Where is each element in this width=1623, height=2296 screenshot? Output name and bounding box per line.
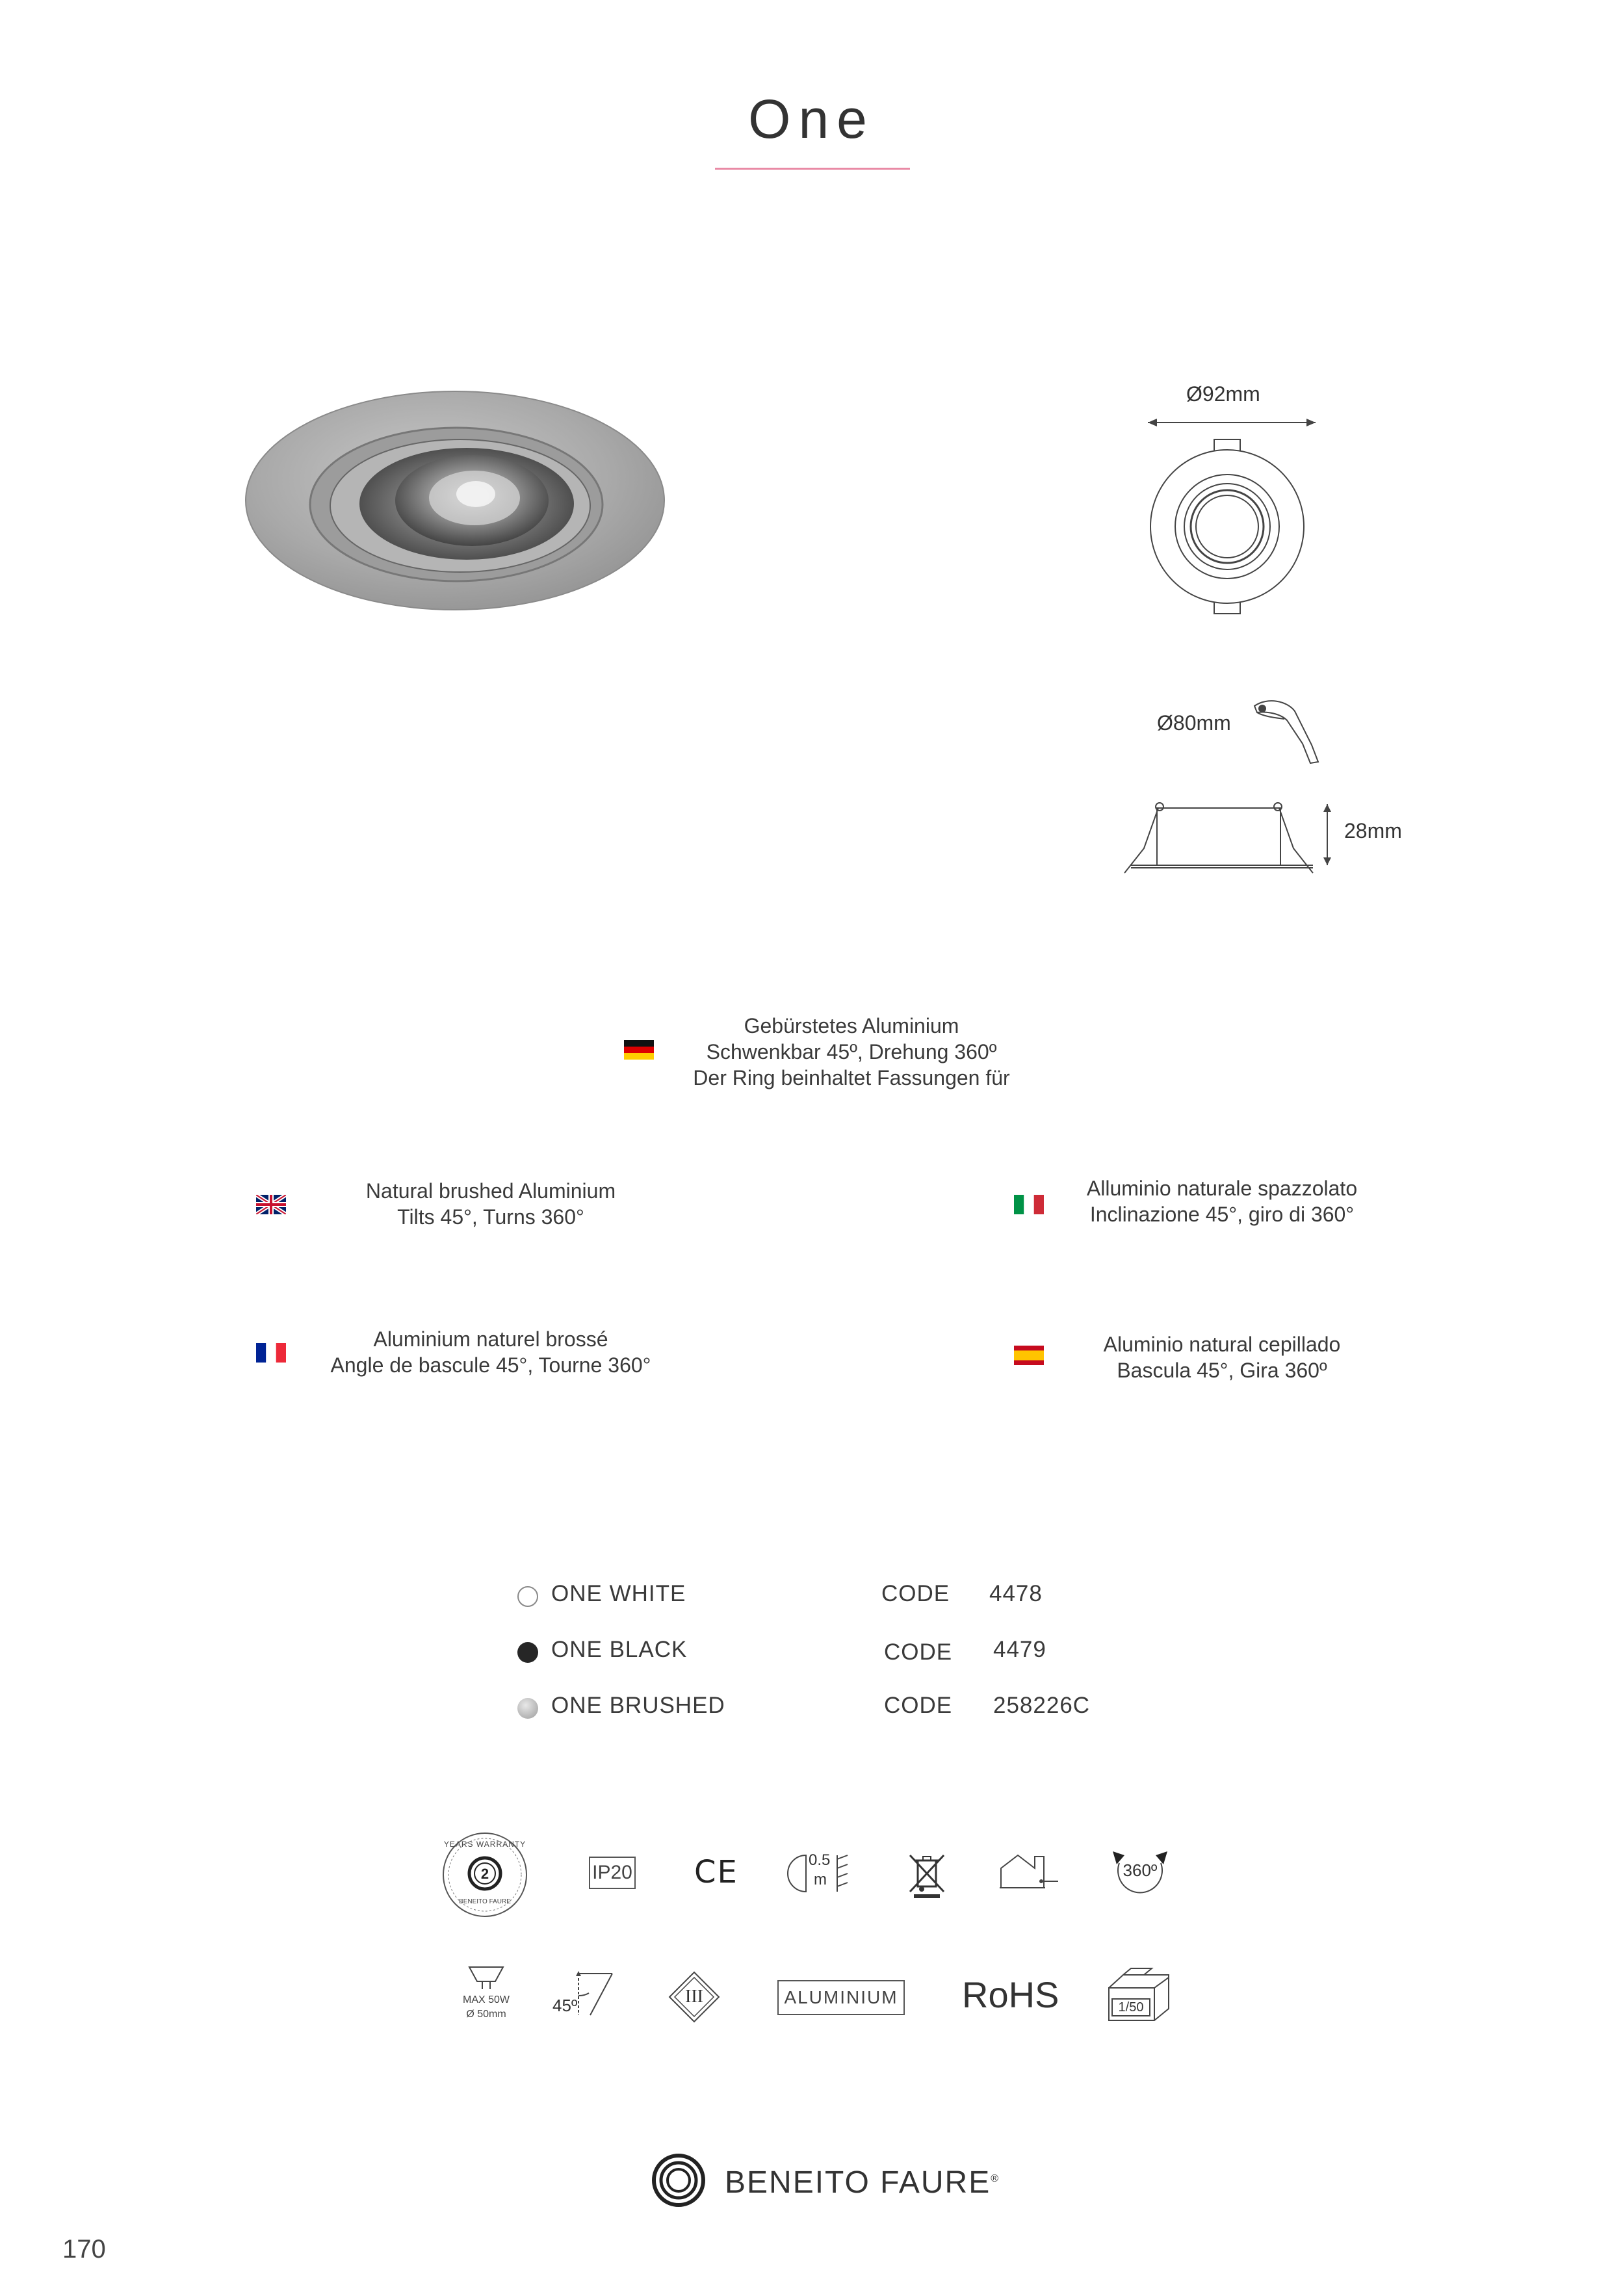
spring-clip-drawing <box>1248 694 1326 766</box>
description-line: Der Ring beinhaltet Fassungen für <box>693 1066 1010 1089</box>
code-value: 258226C <box>993 1693 1091 1718</box>
flag-italy-icon <box>1014 1195 1044 1214</box>
page-number: 170 <box>62 2235 106 2263</box>
min-distance-icon <box>786 1850 851 1896</box>
tilt-value: 45º <box>552 1996 578 2015</box>
code-label: CODE <box>884 1639 953 1665</box>
registered-mark: ® <box>991 2173 1000 2184</box>
package-quantity: 1/50 <box>1111 1998 1150 2016</box>
tilt-angle-icon <box>552 1970 617 2022</box>
flag-uk-icon <box>256 1195 286 1214</box>
description-line: Angle de bascule 45°, Tourne 360° <box>330 1353 651 1377</box>
product-photo <box>240 371 669 631</box>
distance-unit: m <box>814 1871 827 1888</box>
warranty-top-text: YEARS WARRANTY <box>443 1840 526 1849</box>
class-iii-icon <box>667 1970 721 2024</box>
variant-name: ONE WHITE <box>551 1581 686 1606</box>
rotation-360-icon <box>1108 1844 1173 1902</box>
ce-mark-icon: CE <box>694 1854 738 1890</box>
variant-name: ONE BLACK <box>551 1637 688 1662</box>
description-line: Aluminium naturel brossé <box>373 1327 608 1351</box>
side-view-drawing <box>1118 796 1332 881</box>
code-label: CODE <box>884 1693 953 1718</box>
swatch-black <box>517 1642 538 1663</box>
ip20-icon: IP20 <box>589 1857 636 1889</box>
description-line: Gebürstetes Aluminium <box>744 1014 959 1037</box>
brand-logo-icon <box>651 2153 706 2208</box>
variant-name: ONE BRUSHED <box>551 1693 725 1718</box>
code-value: 4479 <box>993 1637 1046 1662</box>
description-line: Schwenkbar 45º, Drehung 360º <box>706 1040 997 1063</box>
code-label: CODE <box>881 1581 950 1606</box>
warranty-seal-icon <box>441 1831 529 1919</box>
description-line: Aluminio natural cepillado <box>1103 1333 1341 1356</box>
diameter-outer-label: Ø92mm <box>1186 382 1260 406</box>
warranty-years: 2 <box>480 1866 489 1882</box>
swatch-white <box>517 1586 538 1607</box>
distance-value: 0.5 <box>809 1851 831 1869</box>
class-value: III <box>685 1987 703 2007</box>
description-line: Bascula 45°, Gira 360º <box>1117 1359 1327 1382</box>
diameter-cut-label: Ø80mm <box>1157 711 1231 735</box>
flag-germany-icon <box>624 1040 654 1060</box>
height-label: 28mm <box>1344 819 1402 842</box>
flag-spain-icon <box>1014 1346 1044 1365</box>
brand-name-text: BENEITO FAURE <box>725 2165 991 2200</box>
code-value: 4478 <box>989 1581 1043 1606</box>
swatch-brushed <box>517 1698 538 1719</box>
description-line: Inclinazione 45°, giro di 360° <box>1089 1203 1355 1226</box>
description-italian <box>1066 1175 1378 1227</box>
flag-france-icon <box>256 1343 286 1363</box>
title-divider <box>715 168 910 170</box>
rotation-value: 360º <box>1123 1860 1158 1880</box>
package-quantity-icon <box>1105 1966 1173 2026</box>
description-line: Natural brushed Aluminium <box>365 1179 616 1203</box>
description-spanish <box>1079 1331 1365 1383</box>
rohs-icon: RoHS <box>962 1974 1059 2015</box>
description-french <box>305 1326 676 1378</box>
lamp-max-text: MAX 50W <box>462 1994 510 2005</box>
description-line: Tilts 45°, Turns 360° <box>397 1205 584 1229</box>
page-title: One <box>748 88 875 150</box>
brand-name <box>725 2165 1000 2200</box>
indoor-use-icon <box>998 1853 1059 1892</box>
warranty-bottom-text: BENEITO FAURE <box>459 1898 511 1905</box>
lamp-diameter-text: Ø 50mm <box>466 2009 506 2020</box>
weee-crossed-bin-icon <box>907 1853 946 1899</box>
top-view-drawing <box>1144 410 1319 637</box>
description-german <box>669 1013 1033 1091</box>
description-line: Alluminio naturale spazzolato <box>1086 1177 1358 1200</box>
lamp-max-icon <box>448 1964 524 2036</box>
description-english <box>312 1178 669 1230</box>
material-aluminium-icon: ALUMINIUM <box>777 1980 905 2015</box>
